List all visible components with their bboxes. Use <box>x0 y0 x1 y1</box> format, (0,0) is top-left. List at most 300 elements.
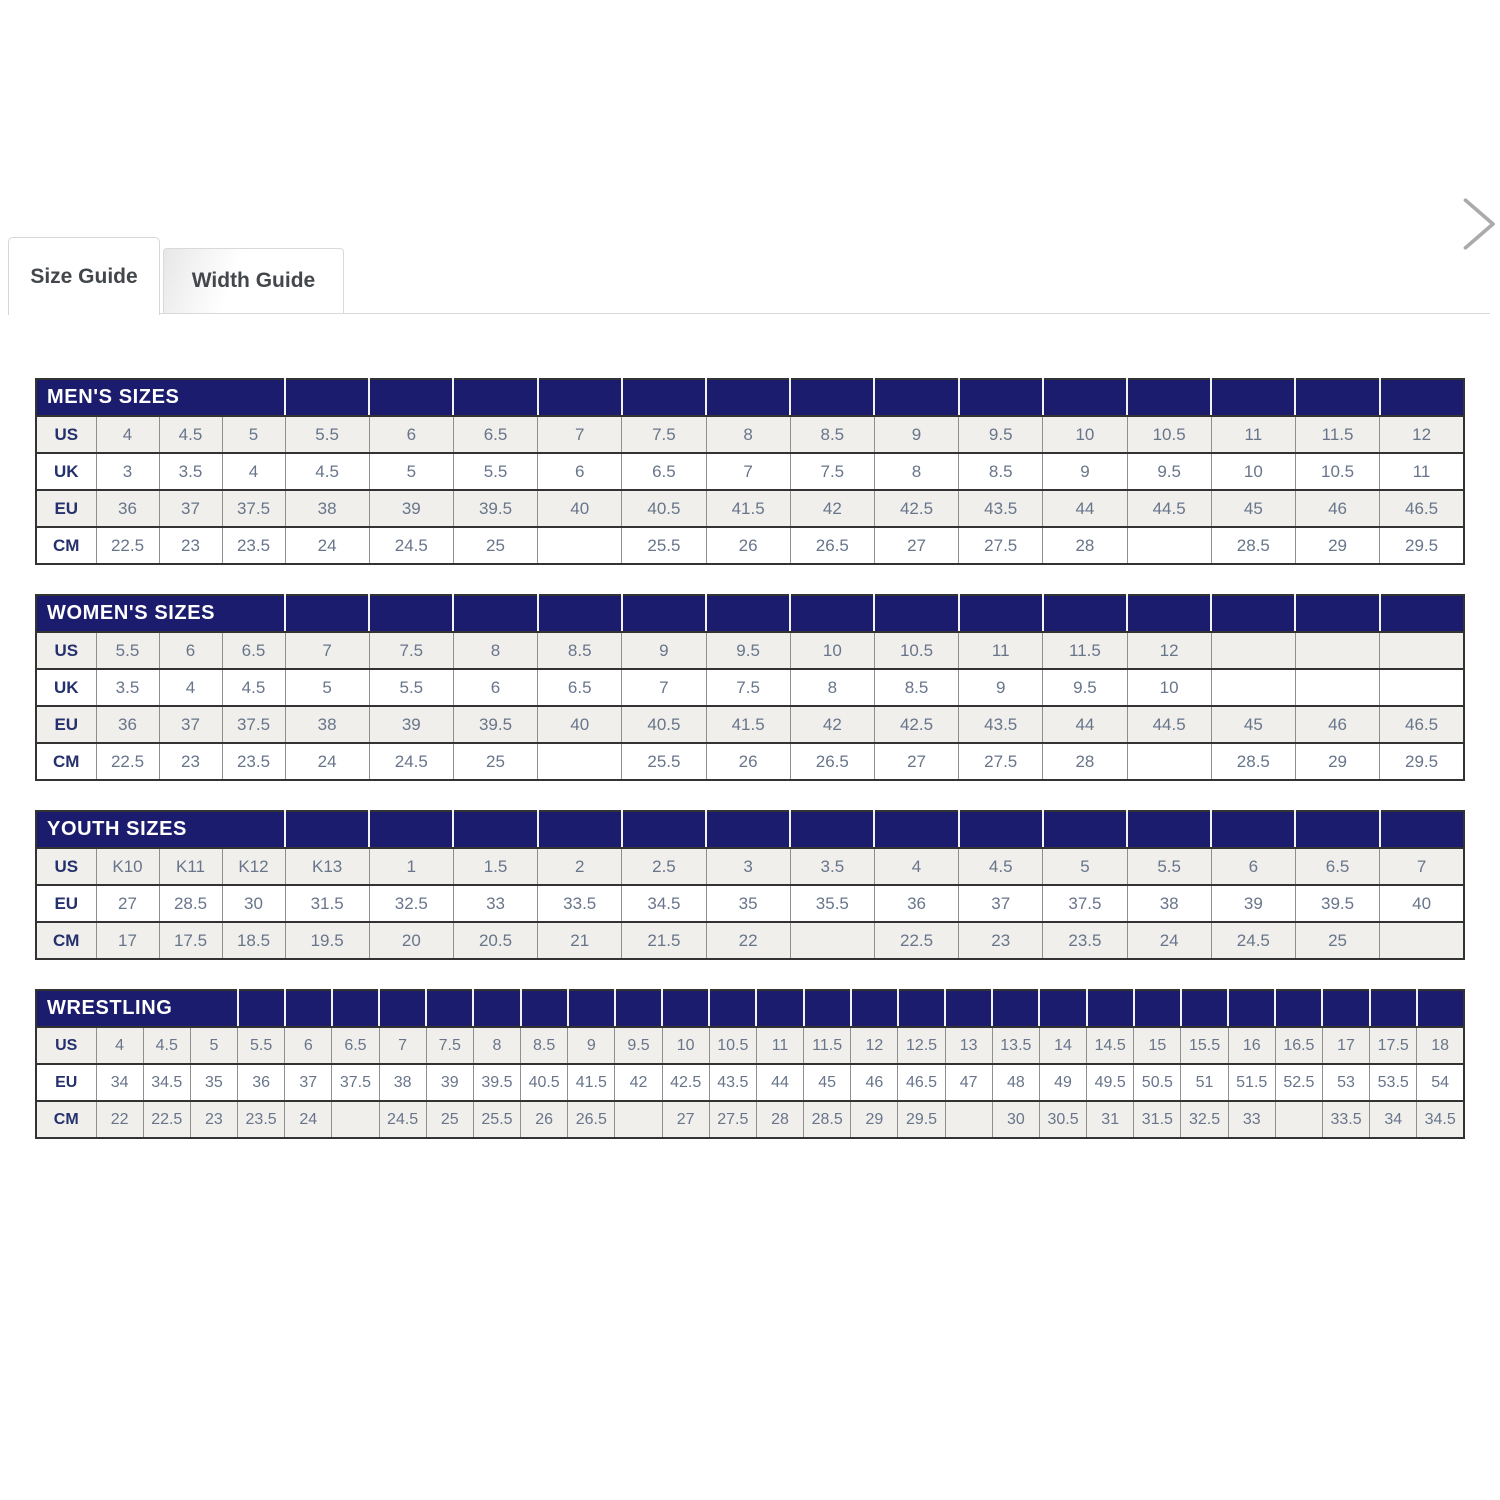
header-cell <box>615 990 662 1027</box>
header-cell <box>238 990 285 1027</box>
chevron-right-glyph <box>1448 190 1500 258</box>
size-cell: 28.5 <box>159 885 222 922</box>
size-cell: 10.5 <box>709 1027 756 1064</box>
row-label: US <box>36 1027 96 1064</box>
size-cell: 11 <box>1211 416 1295 453</box>
size-cell <box>332 1101 379 1138</box>
size-cell: 33.5 <box>1322 1101 1369 1138</box>
size-cell: 35 <box>190 1064 237 1101</box>
header-cell <box>1087 990 1134 1027</box>
size-row-uk <box>36 669 1464 706</box>
header-cell <box>1134 990 1181 1027</box>
header-cell <box>662 990 709 1027</box>
size-cell: 12 <box>851 1027 898 1064</box>
size-cell: 27 <box>662 1101 709 1138</box>
size-cell: 23.5 <box>222 743 285 780</box>
size-cell: K11 <box>159 848 222 885</box>
size-cell: 42.5 <box>874 490 958 527</box>
size-cell: 4 <box>874 848 958 885</box>
tab-size-guide-label: Size Guide <box>30 264 138 288</box>
size-row-cm <box>36 527 1464 564</box>
size-cell: 8.5 <box>521 1027 568 1064</box>
header-cell <box>874 595 958 632</box>
size-cell: 46.5 <box>1380 490 1464 527</box>
size-cell: 35.5 <box>790 885 874 922</box>
size-cell <box>1275 1101 1322 1138</box>
size-cell: 22.5 <box>96 743 159 780</box>
size-cell <box>1380 922 1464 959</box>
size-cell: 24.5 <box>369 527 453 564</box>
size-cell: 7.5 <box>790 453 874 490</box>
header-cell <box>453 379 537 416</box>
size-cell: 42 <box>790 706 874 743</box>
size-cell: 39 <box>426 1064 473 1101</box>
header-cell <box>1127 811 1211 848</box>
size-cell: 5.5 <box>453 453 537 490</box>
size-row-us <box>36 632 1464 669</box>
size-cell: 24 <box>285 527 369 564</box>
size-cell: 38 <box>285 706 369 743</box>
size-cell: 6 <box>285 1027 332 1064</box>
size-cell: 34 <box>96 1064 143 1101</box>
size-cell: 39.5 <box>473 1064 520 1101</box>
size-cell: 46.5 <box>1380 706 1464 743</box>
size-cell: 37.5 <box>222 490 285 527</box>
size-cell: 38 <box>285 490 369 527</box>
size-cell: 8 <box>453 632 537 669</box>
header-cell <box>1295 595 1379 632</box>
size-cell: 34.5 <box>143 1064 190 1101</box>
size-cell: 27 <box>874 527 958 564</box>
header-cell <box>1043 595 1127 632</box>
size-cell: K10 <box>96 848 159 885</box>
header-cell <box>568 990 615 1027</box>
size-cell: 4.5 <box>222 669 285 706</box>
size-cell <box>1380 632 1464 669</box>
size-cell: 49.5 <box>1087 1064 1134 1101</box>
size-cell: 5 <box>190 1027 237 1064</box>
size-cell: 26.5 <box>568 1101 615 1138</box>
size-cell: 20 <box>369 922 453 959</box>
size-row-eu <box>36 1064 1464 1101</box>
header-cell <box>874 811 958 848</box>
size-cell: K13 <box>285 848 369 885</box>
size-cell <box>1127 743 1211 780</box>
size-cell: 39 <box>369 706 453 743</box>
size-cell: 23 <box>959 922 1043 959</box>
header-cell <box>1295 379 1379 416</box>
size-cell: 11.5 <box>804 1027 851 1064</box>
size-cell: 26.5 <box>790 527 874 564</box>
table-header-row <box>36 811 1464 848</box>
row-label: CM <box>36 1101 96 1138</box>
size-cell: 37 <box>959 885 1043 922</box>
size-cell: 39.5 <box>1295 885 1379 922</box>
size-cell: 3.5 <box>96 669 159 706</box>
size-cell: 31.5 <box>285 885 369 922</box>
size-cell: 4 <box>96 1027 143 1064</box>
size-cell: 6.5 <box>453 416 537 453</box>
row-label: US <box>36 632 96 669</box>
tab-width-guide[interactable] <box>163 248 344 313</box>
size-cell: 29 <box>1295 527 1379 564</box>
header-cell <box>1380 595 1464 632</box>
size-cell: 9.5 <box>1043 669 1127 706</box>
size-cell: 11 <box>959 632 1043 669</box>
size-cell: 9 <box>959 669 1043 706</box>
size-cell: 51.5 <box>1228 1064 1275 1101</box>
size-cell: 9 <box>1043 453 1127 490</box>
size-cell: 29.5 <box>898 1101 945 1138</box>
size-cell: 25.5 <box>622 743 706 780</box>
size-cell: 28.5 <box>1211 743 1295 780</box>
size-cell: 36 <box>238 1064 285 1101</box>
size-row-us <box>36 848 1464 885</box>
header-cell <box>1228 990 1275 1027</box>
size-cell: 36 <box>874 885 958 922</box>
size-cell: 43.5 <box>959 706 1043 743</box>
size-cell: 42 <box>615 1064 662 1101</box>
size-cell: 29 <box>851 1101 898 1138</box>
size-cell: 30 <box>222 885 285 922</box>
header-cell <box>790 811 874 848</box>
size-cell: 40 <box>1380 885 1464 922</box>
size-cell: 12.5 <box>898 1027 945 1064</box>
size-cell: 28 <box>1043 527 1127 564</box>
size-cell: 44 <box>1043 490 1127 527</box>
size-cell: 33 <box>453 885 537 922</box>
size-cell: 21.5 <box>622 922 706 959</box>
size-cell: 10 <box>1211 453 1295 490</box>
row-label: UK <box>36 669 96 706</box>
size-cell: 5 <box>285 669 369 706</box>
header-cell <box>1370 990 1417 1027</box>
size-cell: 46 <box>1295 706 1379 743</box>
size-cell: 30 <box>992 1101 1039 1138</box>
header-cell <box>1043 379 1127 416</box>
size-cell: 43.5 <box>709 1064 756 1101</box>
size-cell: 8.5 <box>959 453 1043 490</box>
header-cell <box>992 990 1039 1027</box>
size-cell: 12 <box>1380 416 1464 453</box>
row-label: US <box>36 416 96 453</box>
size-cell: 2.5 <box>622 848 706 885</box>
size-cell: 24 <box>1127 922 1211 959</box>
size-row-cm <box>36 922 1464 959</box>
size-cell: 8.5 <box>790 416 874 453</box>
size-cell: 11 <box>756 1027 803 1064</box>
size-cell: 8 <box>473 1027 520 1064</box>
size-cell: 27.5 <box>959 743 1043 780</box>
size-cell: 48 <box>992 1064 1039 1101</box>
size-cell: 46 <box>851 1064 898 1101</box>
size-cell: 42.5 <box>662 1064 709 1101</box>
size-cell: 24.5 <box>369 743 453 780</box>
size-cell: 3 <box>96 453 159 490</box>
size-cell: 42 <box>790 490 874 527</box>
size-cell: 23 <box>190 1101 237 1138</box>
size-cell: 9.5 <box>706 632 790 669</box>
size-cell: 39 <box>1211 885 1295 922</box>
row-label: EU <box>36 885 96 922</box>
table-title-womens: WOMEN'S SIZES <box>36 595 285 632</box>
size-cell: 10.5 <box>1295 453 1379 490</box>
size-cell: 38 <box>1127 885 1211 922</box>
header-cell <box>369 379 453 416</box>
size-cell: 5 <box>222 416 285 453</box>
table-title-youth: YOUTH SIZES <box>36 811 285 848</box>
size-cell: 10 <box>1127 669 1211 706</box>
header-cell <box>1380 379 1464 416</box>
header-cell <box>1127 595 1211 632</box>
size-cell: 41.5 <box>706 706 790 743</box>
size-cell: 25.5 <box>622 527 706 564</box>
size-cell: 24.5 <box>1211 922 1295 959</box>
size-cell: 3.5 <box>159 453 222 490</box>
tab-bar-divider <box>160 313 1490 314</box>
size-cell: 37 <box>285 1064 332 1101</box>
header-cell <box>285 811 369 848</box>
size-cell: 46.5 <box>898 1064 945 1101</box>
size-cell: 33.5 <box>538 885 622 922</box>
header-cell <box>1181 990 1228 1027</box>
tables-host <box>35 378 1465 1168</box>
header-cell <box>453 595 537 632</box>
size-cell: 15.5 <box>1181 1027 1228 1064</box>
size-cell: 28.5 <box>804 1101 851 1138</box>
size-cell: 44.5 <box>1127 706 1211 743</box>
header-cell <box>521 990 568 1027</box>
size-cell <box>538 743 622 780</box>
size-cell: 6 <box>538 453 622 490</box>
header-cell <box>804 990 851 1027</box>
size-cell: 53 <box>1322 1064 1369 1101</box>
size-cell: 23.5 <box>1043 922 1127 959</box>
size-cell: 34.5 <box>1417 1101 1464 1138</box>
size-cell: 38 <box>379 1064 426 1101</box>
size-cell: 37 <box>159 490 222 527</box>
table-title-mens: MEN'S SIZES <box>36 379 285 416</box>
size-cell: 10.5 <box>1127 416 1211 453</box>
size-cell: 7.5 <box>369 632 453 669</box>
size-cell: 22.5 <box>96 527 159 564</box>
size-cell: 32.5 <box>1181 1101 1228 1138</box>
size-cell: 27 <box>874 743 958 780</box>
size-cell <box>1295 669 1379 706</box>
header-cell <box>1417 990 1464 1027</box>
header-cell <box>706 811 790 848</box>
table-header-row <box>36 595 1464 632</box>
size-cell: 27.5 <box>709 1101 756 1138</box>
size-cell: 47 <box>945 1064 992 1101</box>
size-cell <box>538 527 622 564</box>
size-cell: 2 <box>538 848 622 885</box>
size-cell: 40.5 <box>622 706 706 743</box>
size-cell: 6.5 <box>222 632 285 669</box>
size-cell: 8 <box>790 669 874 706</box>
size-cell: 49 <box>1039 1064 1086 1101</box>
size-cell: 6 <box>159 632 222 669</box>
header-cell <box>945 990 992 1027</box>
size-cell: 7 <box>706 453 790 490</box>
header-cell <box>538 811 622 848</box>
size-cell <box>1380 669 1464 706</box>
row-label: EU <box>36 1064 96 1101</box>
header-cell <box>790 379 874 416</box>
header-cell <box>453 811 537 848</box>
size-cell: 52.5 <box>1275 1064 1322 1101</box>
chevron-right-icon[interactable] <box>1448 190 1500 258</box>
size-cell: 9.5 <box>959 416 1043 453</box>
size-cell: 25 <box>426 1101 473 1138</box>
size-cell: 1 <box>369 848 453 885</box>
size-cell: 36 <box>96 706 159 743</box>
size-cell: 5 <box>1043 848 1127 885</box>
size-cell: 17.5 <box>159 922 222 959</box>
header-cell <box>1322 990 1369 1027</box>
size-cell: 43.5 <box>959 490 1043 527</box>
size-cell: 13.5 <box>992 1027 1039 1064</box>
size-cell: 24.5 <box>379 1101 426 1138</box>
size-cell: 42.5 <box>874 706 958 743</box>
size-cell: 6.5 <box>1295 848 1379 885</box>
size-cell: 25.5 <box>473 1101 520 1138</box>
size-row-uk <box>36 453 1464 490</box>
header-cell <box>622 595 706 632</box>
header-cell <box>959 595 1043 632</box>
size-cell: 23 <box>159 527 222 564</box>
header-cell <box>706 379 790 416</box>
size-row-us <box>36 1027 1464 1064</box>
size-cell: 25 <box>1295 922 1379 959</box>
size-cell: 40.5 <box>622 490 706 527</box>
header-cell <box>285 595 369 632</box>
size-cell: 7 <box>379 1027 426 1064</box>
size-cell: 46 <box>1295 490 1379 527</box>
header-cell <box>285 379 369 416</box>
size-cell: 35 <box>706 885 790 922</box>
header-cell <box>622 379 706 416</box>
table-header-row <box>36 990 1464 1027</box>
row-label: CM <box>36 527 96 564</box>
size-cell: 44 <box>756 1064 803 1101</box>
size-cell: 5.5 <box>369 669 453 706</box>
size-cell <box>1211 669 1295 706</box>
size-cell: 25 <box>453 743 537 780</box>
size-cell: 15 <box>1134 1027 1181 1064</box>
header-cell <box>1043 811 1127 848</box>
size-cell: 11 <box>1380 453 1464 490</box>
size-cell: 5.5 <box>238 1027 285 1064</box>
size-row-eu <box>36 885 1464 922</box>
size-cell: 3 <box>706 848 790 885</box>
header-cell <box>1211 595 1295 632</box>
size-cell: 4.5 <box>159 416 222 453</box>
size-row-us <box>36 416 1464 453</box>
size-cell: 9 <box>622 632 706 669</box>
size-cell: 8 <box>706 416 790 453</box>
size-cell: 5.5 <box>96 632 159 669</box>
size-cell: 17 <box>96 922 159 959</box>
header-cell <box>426 990 473 1027</box>
size-cell: 17.5 <box>1370 1027 1417 1064</box>
row-label: CM <box>36 743 96 780</box>
size-cell: 4 <box>96 416 159 453</box>
size-cell: 3.5 <box>790 848 874 885</box>
size-cell: 29.5 <box>1380 743 1464 780</box>
size-cell: 10.5 <box>874 632 958 669</box>
size-cell <box>1211 632 1295 669</box>
size-cell: 23.5 <box>238 1101 285 1138</box>
size-cell: 27.5 <box>959 527 1043 564</box>
header-cell <box>622 811 706 848</box>
size-cell: 4.5 <box>959 848 1043 885</box>
table-header-row <box>36 379 1464 416</box>
size-cell: 36 <box>96 490 159 527</box>
size-cell: 18 <box>1417 1027 1464 1064</box>
size-cell: 6.5 <box>622 453 706 490</box>
size-table-mens <box>35 378 1465 565</box>
size-cell: 12 <box>1127 632 1211 669</box>
size-cell: 53.5 <box>1370 1064 1417 1101</box>
size-cell: 37 <box>159 706 222 743</box>
size-cell: 23.5 <box>222 527 285 564</box>
header-cell <box>706 595 790 632</box>
size-cell: 28.5 <box>1211 527 1295 564</box>
size-cell: 6 <box>369 416 453 453</box>
size-cell: 28 <box>1043 743 1127 780</box>
size-cell: 39.5 <box>453 706 537 743</box>
header-cell <box>1380 811 1464 848</box>
header-cell <box>1211 379 1295 416</box>
header-cell <box>1211 811 1295 848</box>
size-cell: 9 <box>874 416 958 453</box>
size-cell: 39.5 <box>453 490 537 527</box>
size-cell: 7.5 <box>622 416 706 453</box>
size-cell: 45 <box>1211 490 1295 527</box>
size-cell: 14.5 <box>1087 1027 1134 1064</box>
header-cell <box>538 595 622 632</box>
size-cell: 4.5 <box>143 1027 190 1064</box>
size-cell: 37.5 <box>332 1064 379 1101</box>
tab-size-guide[interactable] <box>8 237 160 315</box>
size-cell: 34.5 <box>622 885 706 922</box>
size-cell <box>1295 632 1379 669</box>
size-cell: 54 <box>1417 1064 1464 1101</box>
size-cell: 22 <box>706 922 790 959</box>
size-cell: 7.5 <box>706 669 790 706</box>
size-cell: 45 <box>1211 706 1295 743</box>
size-cell: 51 <box>1181 1064 1228 1101</box>
size-cell: 8 <box>874 453 958 490</box>
header-cell <box>369 595 453 632</box>
size-cell: 18.5 <box>222 922 285 959</box>
size-row-cm <box>36 743 1464 780</box>
size-cell: 37.5 <box>222 706 285 743</box>
header-cell <box>851 990 898 1027</box>
size-cell: 16.5 <box>1275 1027 1322 1064</box>
size-cell: 7 <box>538 416 622 453</box>
header-cell <box>709 990 756 1027</box>
row-label: EU <box>36 490 96 527</box>
size-cell: 11.5 <box>1295 416 1379 453</box>
size-cell: 34 <box>1370 1101 1417 1138</box>
header-cell <box>756 990 803 1027</box>
size-cell: 41.5 <box>706 490 790 527</box>
size-cell: 5 <box>369 453 453 490</box>
size-cell: 19.5 <box>285 922 369 959</box>
size-cell: 25 <box>453 527 537 564</box>
